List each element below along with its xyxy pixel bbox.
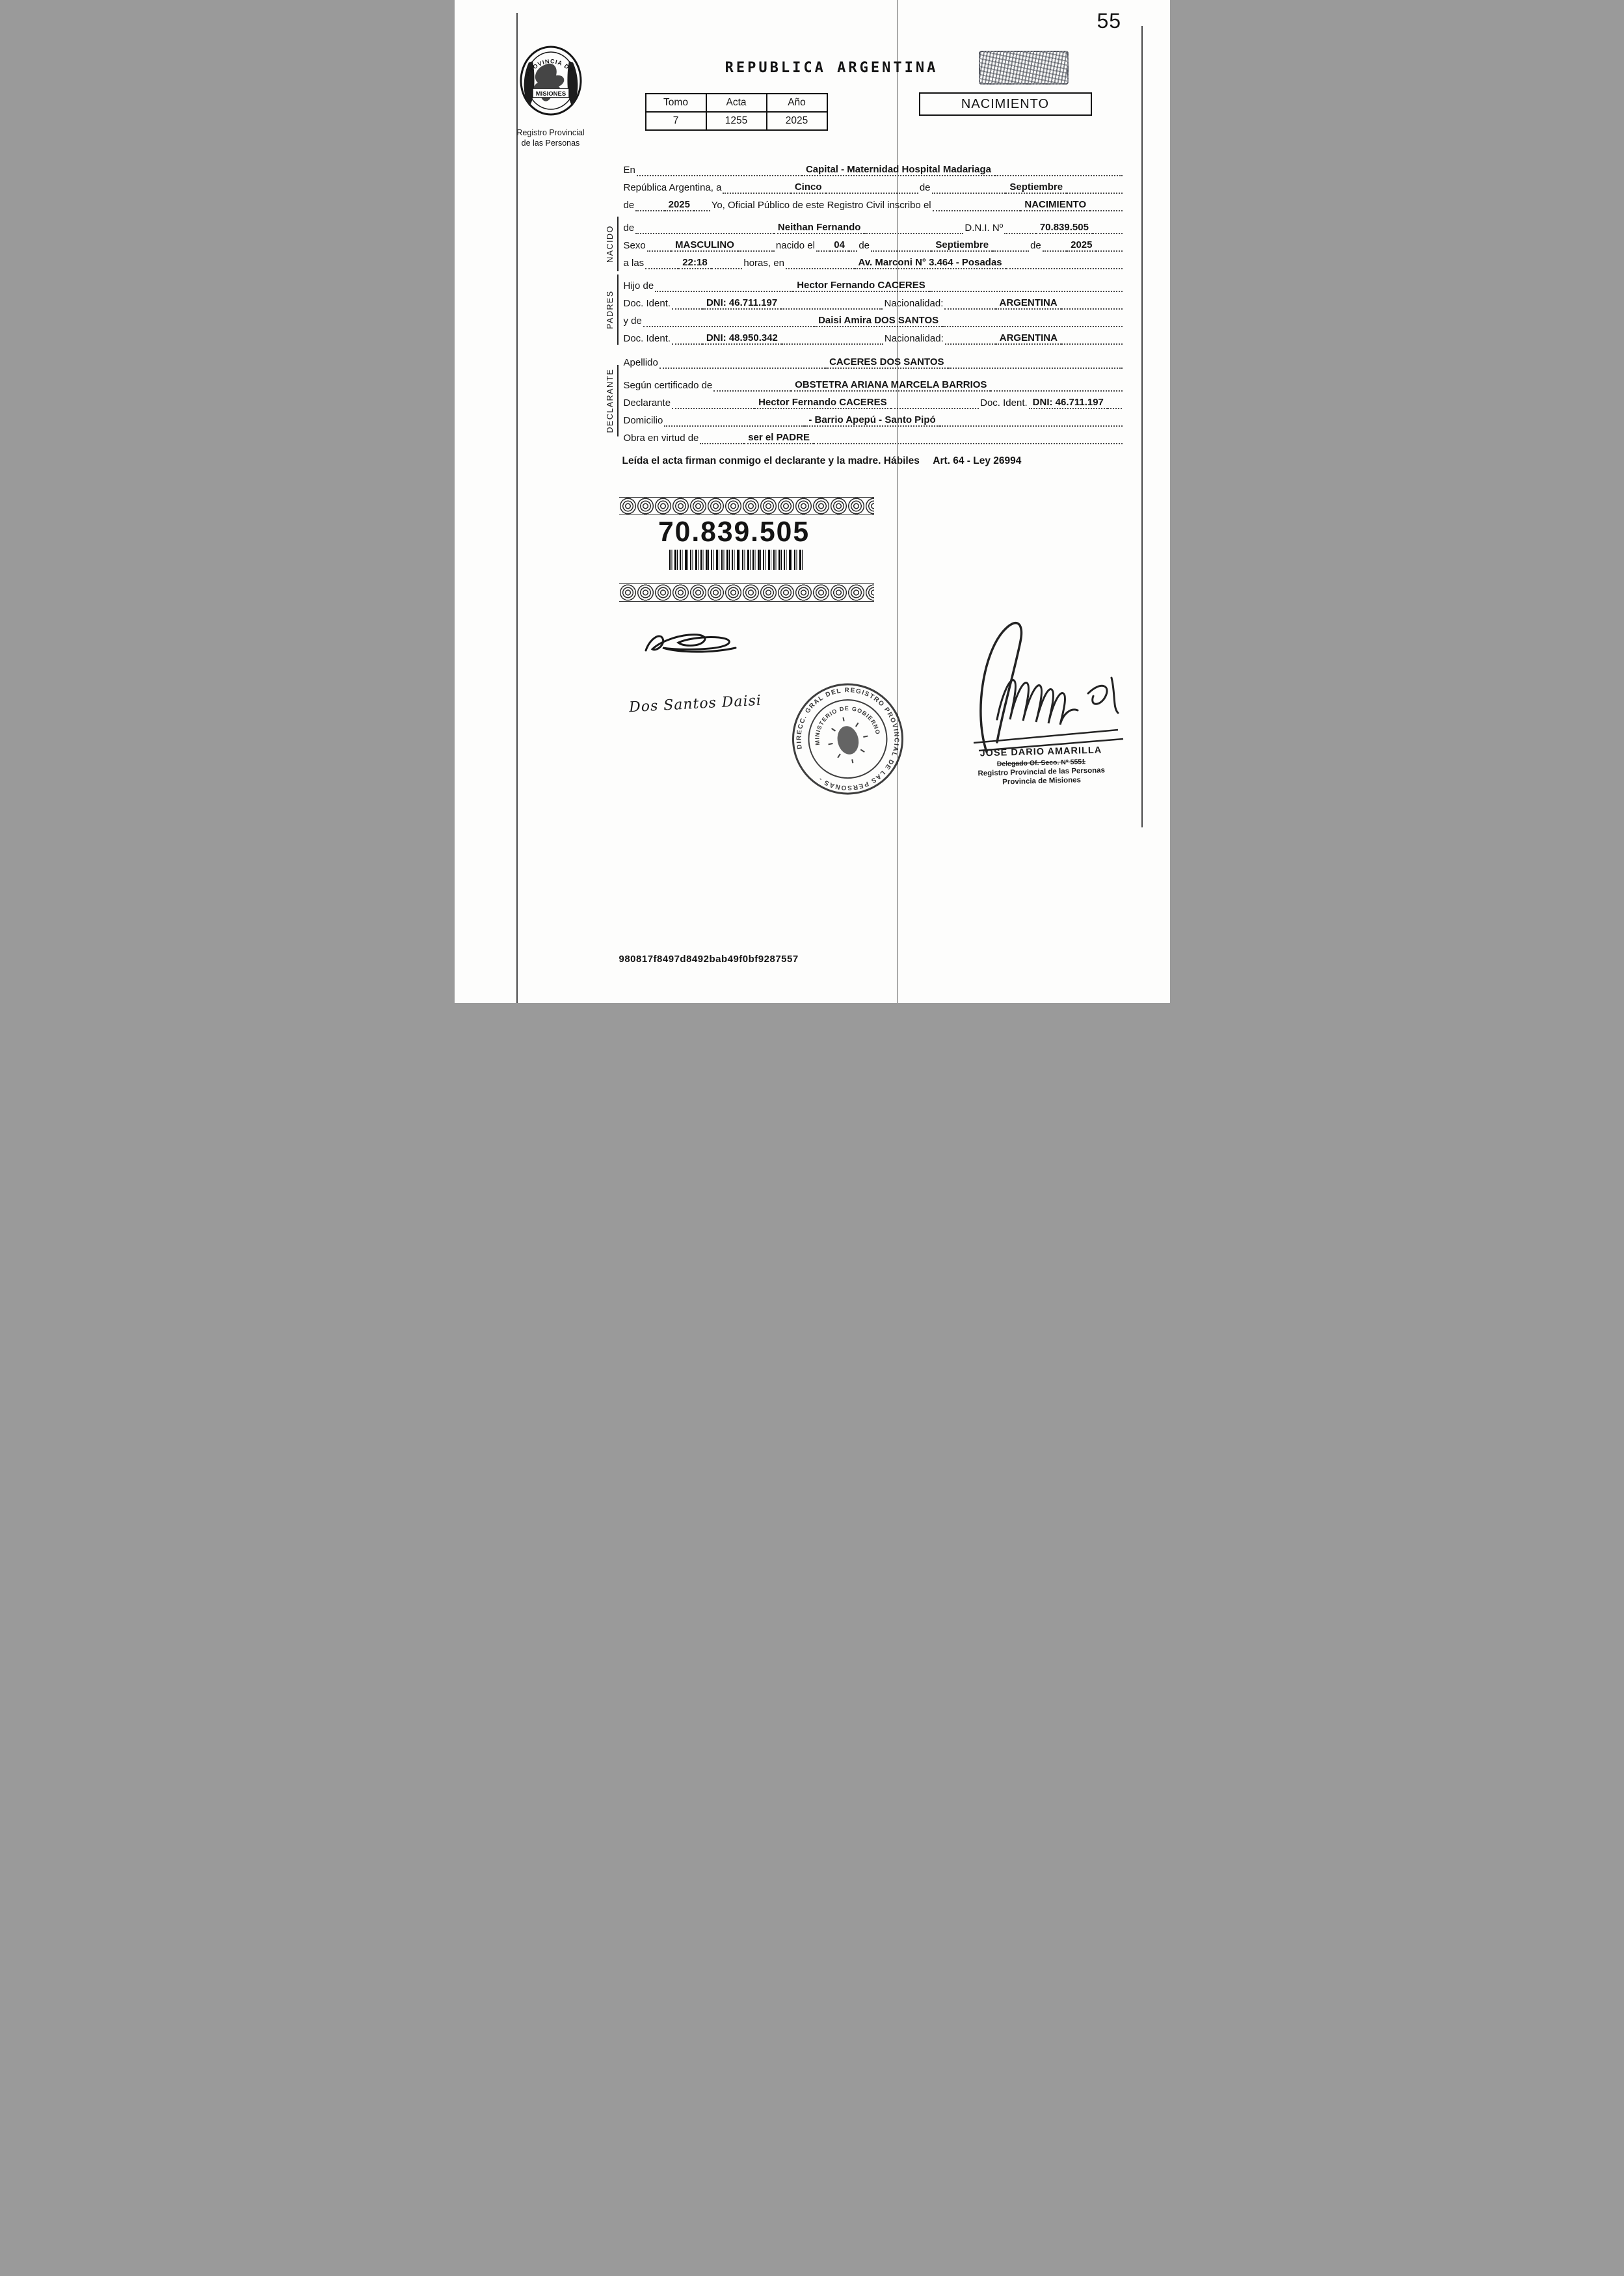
label-de: de: [1030, 240, 1041, 251]
act-type-box: NACIMIENTO: [919, 92, 1092, 116]
form-line-declarant: [622, 392, 1123, 409]
label-a-las: a las: [623, 258, 645, 269]
form-area: [622, 159, 1123, 468]
father-dni-value: DNI: 46.711.197: [702, 297, 781, 310]
dotted-leader: [700, 439, 744, 444]
label-nacionalidad: Nacionalidad:: [884, 333, 944, 344]
logo-caption-line1: Registro Provincial: [516, 128, 585, 137]
form-line-mother: [622, 310, 1123, 327]
label-horas-en: horas, en: [743, 258, 784, 269]
label-doc-ident: Doc. Ident.: [980, 397, 1028, 408]
dotted-leader: [713, 386, 791, 392]
label-apellido: Apellido: [623, 357, 658, 368]
dotted-leader: [655, 287, 793, 292]
dotted-leader: [929, 287, 1123, 292]
surname-value: CACERES DOS SANTOS: [825, 356, 948, 369]
certifier-value: OBSTETRA ARIANA MARCELA BARRIOS: [791, 379, 991, 392]
closing-statement: [622, 453, 1105, 468]
left-margin-line: [516, 13, 518, 1003]
official-organization: Registro Provincial de las Personas: [977, 766, 1105, 778]
label-obra-en-virtud: Obra en virtud de: [623, 433, 699, 444]
dotted-leader: [637, 171, 802, 176]
form-line-date: [622, 176, 1123, 194]
label-de: de: [919, 182, 931, 193]
capacity-value: ser el PADRE: [744, 432, 814, 444]
provincial-crest-icon: [514, 43, 587, 122]
birth-year-value: 2025: [1067, 239, 1096, 252]
dotted-leader: [723, 189, 790, 194]
form-line-mother-doc: [622, 327, 1123, 345]
provincial-seal-logo: [505, 43, 596, 148]
birth-facility-value: Capital - Maternidad Hospital Madariaga: [802, 164, 995, 176]
birth-month-value: Septiembre: [931, 239, 992, 252]
dotted-leader: [933, 206, 1021, 211]
label-de: de: [859, 240, 870, 251]
declarant-name-value: Hector Fernando CACERES: [754, 397, 891, 409]
label-doc-ident: Doc. Ident.: [623, 298, 671, 309]
dotted-leader: [1043, 247, 1067, 252]
declarant-signature: [641, 624, 745, 668]
official-role: Delegado Of. Seco. Nº 5551: [996, 758, 1085, 768]
table-value-tomo: 7: [646, 112, 706, 130]
birth-time-value: 22:18: [678, 257, 711, 269]
label-nacionalidad: Nacionalidad:: [884, 298, 944, 309]
table-header-ano: Año: [767, 94, 827, 112]
dotted-leader: [864, 229, 963, 234]
record-reference-table: [645, 93, 828, 131]
dotted-leader: [1067, 189, 1122, 194]
table-value-ano: 2025: [767, 112, 827, 130]
form-line-place: [622, 159, 1123, 176]
father-name-value: Hector Fernando CACERES: [793, 280, 929, 292]
closing-law-reference: Art. 64 - Ley 26994: [933, 455, 1022, 466]
father-nationality-value: ARGENTINA: [996, 297, 1061, 310]
registration-year-value: 2025: [665, 199, 694, 211]
declarant-dni-value: DNI: 46.711.197: [1029, 397, 1108, 409]
dotted-leader: [1061, 340, 1123, 345]
dotted-leader: [1006, 264, 1123, 269]
dotted-leader: [1108, 404, 1123, 409]
form-line-sex-birthdate: [622, 234, 1123, 252]
dotted-leader: [738, 247, 775, 252]
dotted-leader: [659, 364, 825, 369]
page-number: 55: [1097, 9, 1122, 33]
event-type-value: NACIMIENTO: [1020, 199, 1090, 211]
dotted-leader: [940, 422, 1123, 427]
registration-month-value: Septiembre: [1005, 181, 1067, 194]
label-de: de: [623, 222, 635, 234]
guilloche-band-bottom: [619, 583, 874, 602]
dotted-leader: [643, 322, 814, 327]
dotted-leader: [944, 304, 995, 310]
dotted-leader: [781, 304, 883, 310]
dni-number-large: 70.839.505: [658, 516, 810, 548]
official-name: JOSE DARIO AMARILLA: [979, 745, 1102, 759]
logo-caption-line2: de las Personas: [521, 138, 580, 148]
form-line-father-doc: [622, 292, 1123, 310]
dotted-leader: [992, 247, 1029, 252]
dotted-leader: [782, 340, 883, 345]
dotted-leader: [664, 422, 805, 427]
dotted-leader: [814, 439, 1123, 444]
dotted-leader: [1061, 304, 1123, 310]
birth-certificate-page: [455, 0, 1170, 1003]
verification-hash: 980817f8497d8492bab49f0bf9287557: [619, 954, 799, 965]
dotted-leader: [672, 404, 754, 409]
inked-stamp-mark: [979, 51, 1069, 85]
dotted-leader: [1090, 206, 1122, 211]
record-table-value-row: [646, 112, 827, 130]
dotted-leader: [786, 264, 855, 269]
form-line-father: [622, 274, 1123, 292]
seal-inner-text: MINISTERIO DE GOBIERNO: [813, 704, 881, 746]
dotted-leader: [645, 264, 678, 269]
label-doc-ident: Doc. Ident.: [623, 333, 671, 344]
table-header-acta: Acta: [706, 94, 767, 112]
guilloche-band-top: [619, 497, 874, 515]
mother-handwritten-signature: Dos Santos Daisi: [628, 692, 762, 716]
dotted-leader: [712, 264, 743, 269]
section-label-nacido: NACIDO: [605, 225, 615, 263]
domicile-value: - Barrio Apepú - Santo Pipó: [805, 414, 939, 427]
barcode: [669, 550, 803, 570]
sex-value: MASCULINO: [671, 239, 738, 252]
birth-address-value: Av. Marconi N° 3.464 - Posadas: [855, 257, 1006, 269]
label-dni: D.N.I. Nº: [965, 222, 1004, 234]
dotted-leader: [826, 189, 918, 194]
section-bracket-declarante: [605, 365, 619, 436]
label-declarante: Declarante: [623, 397, 671, 408]
label-hijo-de: Hijo de: [623, 280, 654, 291]
dotted-leader: [945, 340, 996, 345]
section-label-declarante: DECLARANTE: [605, 368, 615, 433]
form-line-year-event: [622, 194, 1123, 211]
dotted-leader: [1096, 247, 1122, 252]
form-line-domicile: [622, 409, 1123, 427]
dotted-leader: [991, 386, 1122, 392]
form-line-capacity: [622, 427, 1123, 444]
ministry-round-stamp: [770, 662, 925, 819]
mother-name-value: Daisi Amira DOS SANTOS: [814, 315, 942, 327]
newborn-name-value: Neithan Fernando: [774, 222, 865, 234]
dotted-leader: [871, 247, 931, 252]
birth-day-value: 04: [830, 239, 849, 252]
dotted-leader: [932, 189, 1006, 194]
registration-day-value: Cinco: [791, 181, 826, 194]
label-domicilio: Domicilio: [623, 415, 663, 426]
dotted-leader: [1093, 229, 1123, 234]
label-oficial-publico: Yo, Oficial Público de este Registro Civil inscribo el: [711, 200, 931, 211]
label-de: de: [623, 200, 635, 211]
logo-banner-text: MISIONES: [535, 90, 566, 98]
table-value-acta: 1255: [706, 112, 767, 130]
form-line-name-dni: [622, 217, 1123, 234]
dotted-leader: [942, 322, 1122, 327]
table-header-tomo: Tomo: [646, 94, 706, 112]
label-segun-certificado: Según certificado de: [623, 380, 713, 391]
dotted-leader: [816, 247, 830, 252]
round-seal-icon: [770, 662, 924, 816]
newborn-dni-value: 70.839.505: [1036, 222, 1093, 234]
official-stamp-text: [942, 744, 1140, 788]
closing-text: Leída el acta firman conmigo el declarante y la madre. Hábiles: [622, 455, 920, 466]
dotted-leader: [948, 364, 1123, 369]
section-bracket-nacido: [605, 217, 619, 271]
dotted-leader: [635, 206, 664, 211]
dotted-leader: [849, 247, 857, 252]
record-table-header-row: [646, 94, 827, 112]
dotted-leader: [694, 206, 710, 211]
dotted-leader: [635, 229, 774, 234]
seal-outer-text: DIRECC. GRAL DEL REGISTRO PROVINCIAL DE LAS PERSONAS -: [795, 687, 900, 792]
label-en: En: [623, 165, 635, 176]
signature-scribble-icon: [641, 624, 745, 665]
mother-dni-value: DNI: 48.950.342: [702, 332, 782, 345]
label-republica: República Argentina, a: [623, 182, 722, 193]
section-label-padres: PADRES: [605, 290, 615, 329]
dotted-leader: [995, 171, 1122, 176]
dotted-leader: [672, 340, 702, 345]
official-province: Provincia de Misiones: [1002, 776, 1081, 786]
logo-top-text: PROVINCIA DE: [524, 58, 574, 78]
section-bracket-padres: [605, 274, 619, 345]
form-line-time-address: [622, 252, 1123, 269]
label-y-de: y de: [623, 315, 642, 327]
dotted-leader: [672, 304, 702, 310]
mother-nationality-value: ARGENTINA: [996, 332, 1061, 345]
dotted-leader: [647, 247, 671, 252]
label-sexo: Sexo: [623, 240, 646, 251]
dotted-leader: [1004, 229, 1036, 234]
form-line-surname: [622, 351, 1123, 369]
right-margin-line: [1141, 26, 1143, 827]
logo-caption: [505, 128, 596, 148]
label-nacido-el: nacido el: [775, 240, 815, 251]
dotted-leader: [891, 404, 979, 409]
form-line-certificate: [622, 374, 1123, 392]
document-title: REPUBLICA ARGENTINA: [725, 60, 938, 76]
